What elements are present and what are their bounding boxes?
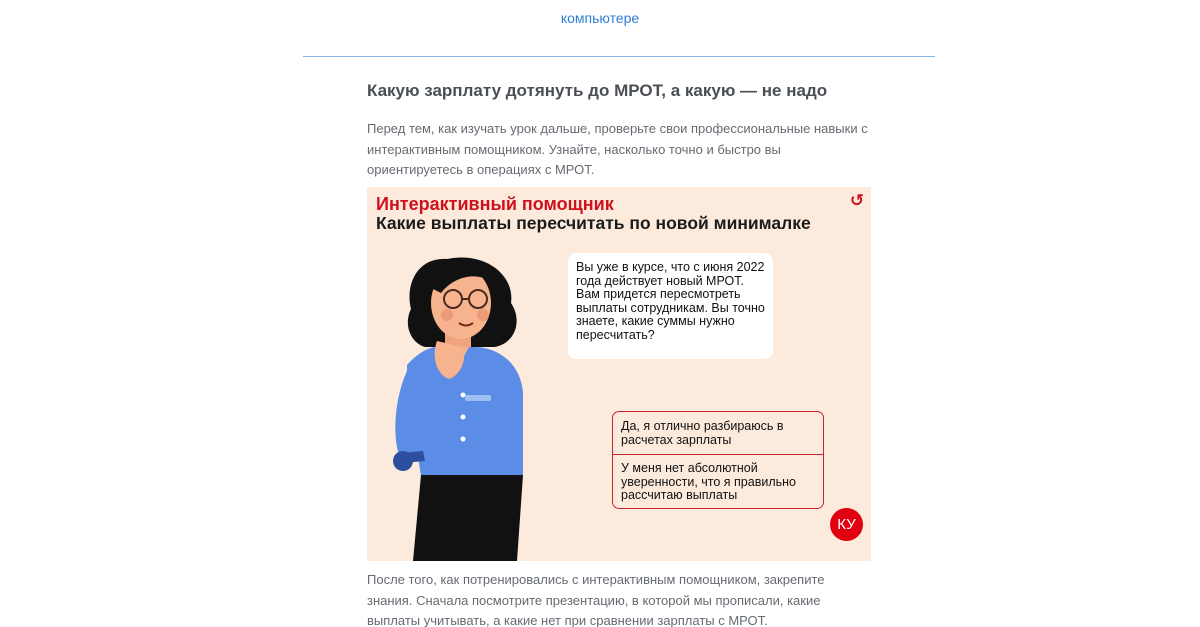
answer-option-unsure[interactable]: У меня нет абсолютной уверенности, что я правильно рассчитаю выплаты [613, 454, 823, 508]
top-link[interactable]: компьютере [560, 10, 640, 26]
question-bubble: Вы уже в курсе, что с июня 2022 года действует новый МРОТ. Вам придется пересмотреть выплаты сотрудникам. Вы точно знаете, какие суммы нужно пересчитать? [568, 253, 773, 359]
section-title: Какую зарплату дотянуть до МРОТ, а какую — не надо [367, 81, 828, 100]
section-divider [303, 56, 935, 57]
widget-title: Интерактивный помощник [376, 194, 614, 214]
interactive-assistant-widget [367, 187, 871, 561]
shirt-shape [407, 346, 523, 477]
woman-illustration [377, 247, 547, 561]
intro-paragraph: Перед тем, как изучать урок дальше, проверьте свои профессиональные навыки с интерактивным помощником. Узнайте, насколько точно и быстро вы ориентируетесь в операциях с МРОТ. [367, 121, 868, 177]
widget-subtitle: Какие выплаты пересчитать по новой минималке [376, 213, 811, 233]
article-section [367, 80, 871, 181]
pants-shape [413, 475, 523, 561]
outro-paragraph: После того, как потренировались с интерактивным помощником, закрепите знания. Сначала посмотрите презентацию, в которой мы прописали, какие выплаты учитывать, а какие нет при сравнении зарплаты с МРОТ. [367, 572, 825, 627]
answer-option-confident[interactable]: Да, я отлично разбираюсь в расчетах зарплаты [613, 412, 823, 454]
ku-logo-badge: КУ [830, 508, 863, 541]
answer-options [612, 411, 824, 509]
bracelet-shape [393, 451, 413, 471]
restart-icon[interactable]: ↺ [849, 191, 865, 210]
